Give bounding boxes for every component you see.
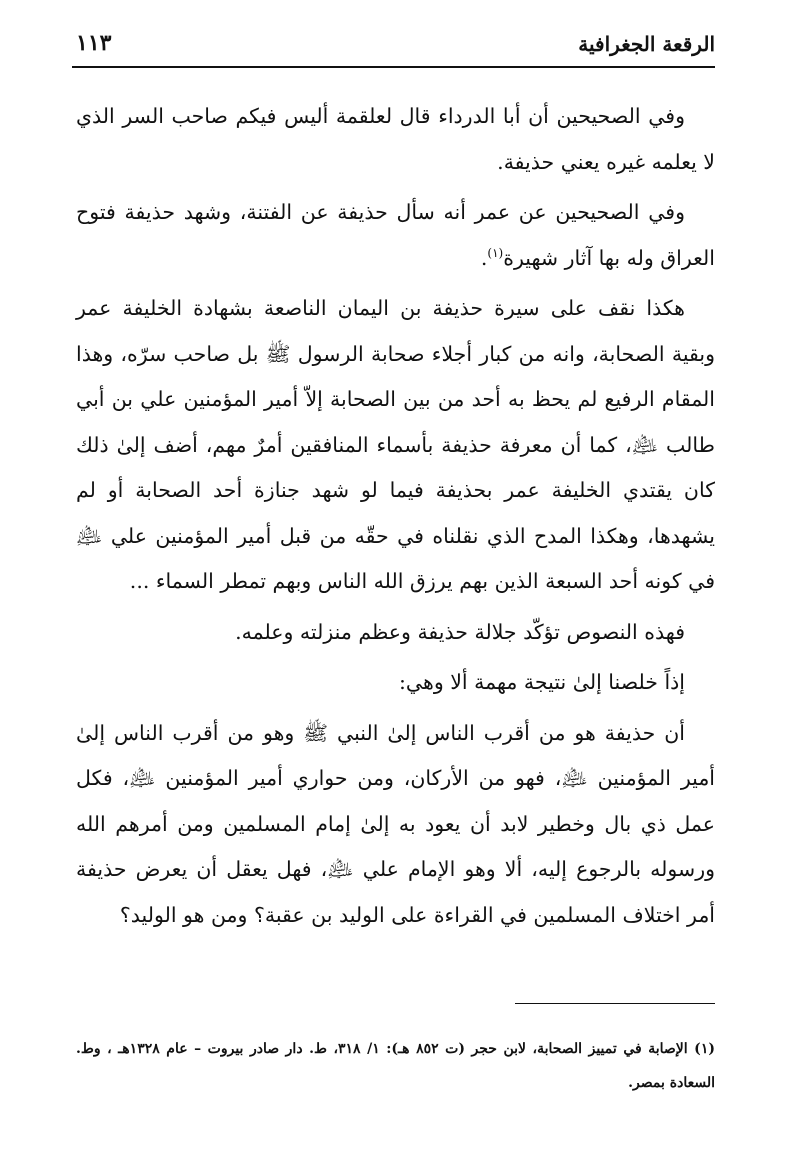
page-header bbox=[72, 28, 715, 68]
paragraph-3: هكذا نقف على سيرة حذيفة بن اليمان الناصعة بشهادة الخليفة عمر وبقية الصحابة، وانه من كبار أجلاء صحابة الرسول ﷺ بل صاحب سرّه، وهذا المقام الرفيع لم يحظ به أحد من بين الصحابة إلاّ أمير المؤمنين علي بن أبي طالب ﵇، كما أن معرفة حذيفة بأسماء المنافقين أمرٌ مهم، أضف إلىٰ ذلك كان يقتدي الخليفة عمر بحذيفة فيما لو شهد جنازة أحد الصحابة أو لم يشهدها، وهكذا المدح الذي نقلناه في حقّه من قبل أمير المؤمنين علي ﵇ في كونه أحد السبعة الذين بهم يرزق الله الناس وبهم تمطر السماء ... bbox=[76, 296, 715, 593]
paragraph-1: وفي الصحيحين أن أبا الدرداء قال لعلقمة أليس فيكم صاحب السر الذي لا يعلمه غيره يعني حذيفة. bbox=[76, 104, 715, 174]
footnote-divider bbox=[515, 1003, 715, 1004]
paragraph-5: إذاً خلصنا إلىٰ نتيجة مهمة ألا وهي: bbox=[399, 670, 685, 694]
paragraph-6: أن حذيفة هو من أقرب الناس إلىٰ النبي ﷺ وهو من أقرب الناس إلىٰ أمير المؤمنين ﵇، فهو من الأركان، ومن حواري أمير المؤمنين ﵇، فكل عمل ذي بال وخطير لابد أن يعود به إلىٰ إمام المسلمين ومن أمرهم الله ورسوله بالرجوع إليه، ألا وهو الإمام علي ﵇، فهل يعقل أن يعرض حذيفة أمر اختلاف المسلمين في القراءة على الوليد بن عقبة؟ ومن هو الوليد؟ bbox=[76, 720, 715, 927]
paragraph-2 bbox=[76, 190, 715, 281]
page-number: ١١٣ bbox=[76, 30, 112, 56]
footnote: (١) الإصابة في تمييز الصحابة، لابن حجر (ت ٨٥٢ هـ): ١/ ٣١٨، ط. دار صادر بيروت – عام ١٣٢٨هـ ، وط. السعادة بمصر. bbox=[76, 1041, 715, 1091]
paragraph-2-text: وفي الصحيحين عن عمر أنه سأل حذيفة عن الفتنة، وشهد حذيفة فتوح العراق وله بها آثار شهيرة bbox=[76, 200, 715, 270]
running-title: الرقعة الجغرافية bbox=[578, 32, 715, 56]
paragraph-2-end: . bbox=[480, 245, 488, 270]
footnote-marker[interactable]: (١) bbox=[487, 245, 504, 260]
body-text bbox=[76, 94, 715, 943]
paragraph-4: فهذه النصوص تؤكّد جلالة حذيفة وعظم منزلته وعلمه. bbox=[235, 619, 685, 644]
